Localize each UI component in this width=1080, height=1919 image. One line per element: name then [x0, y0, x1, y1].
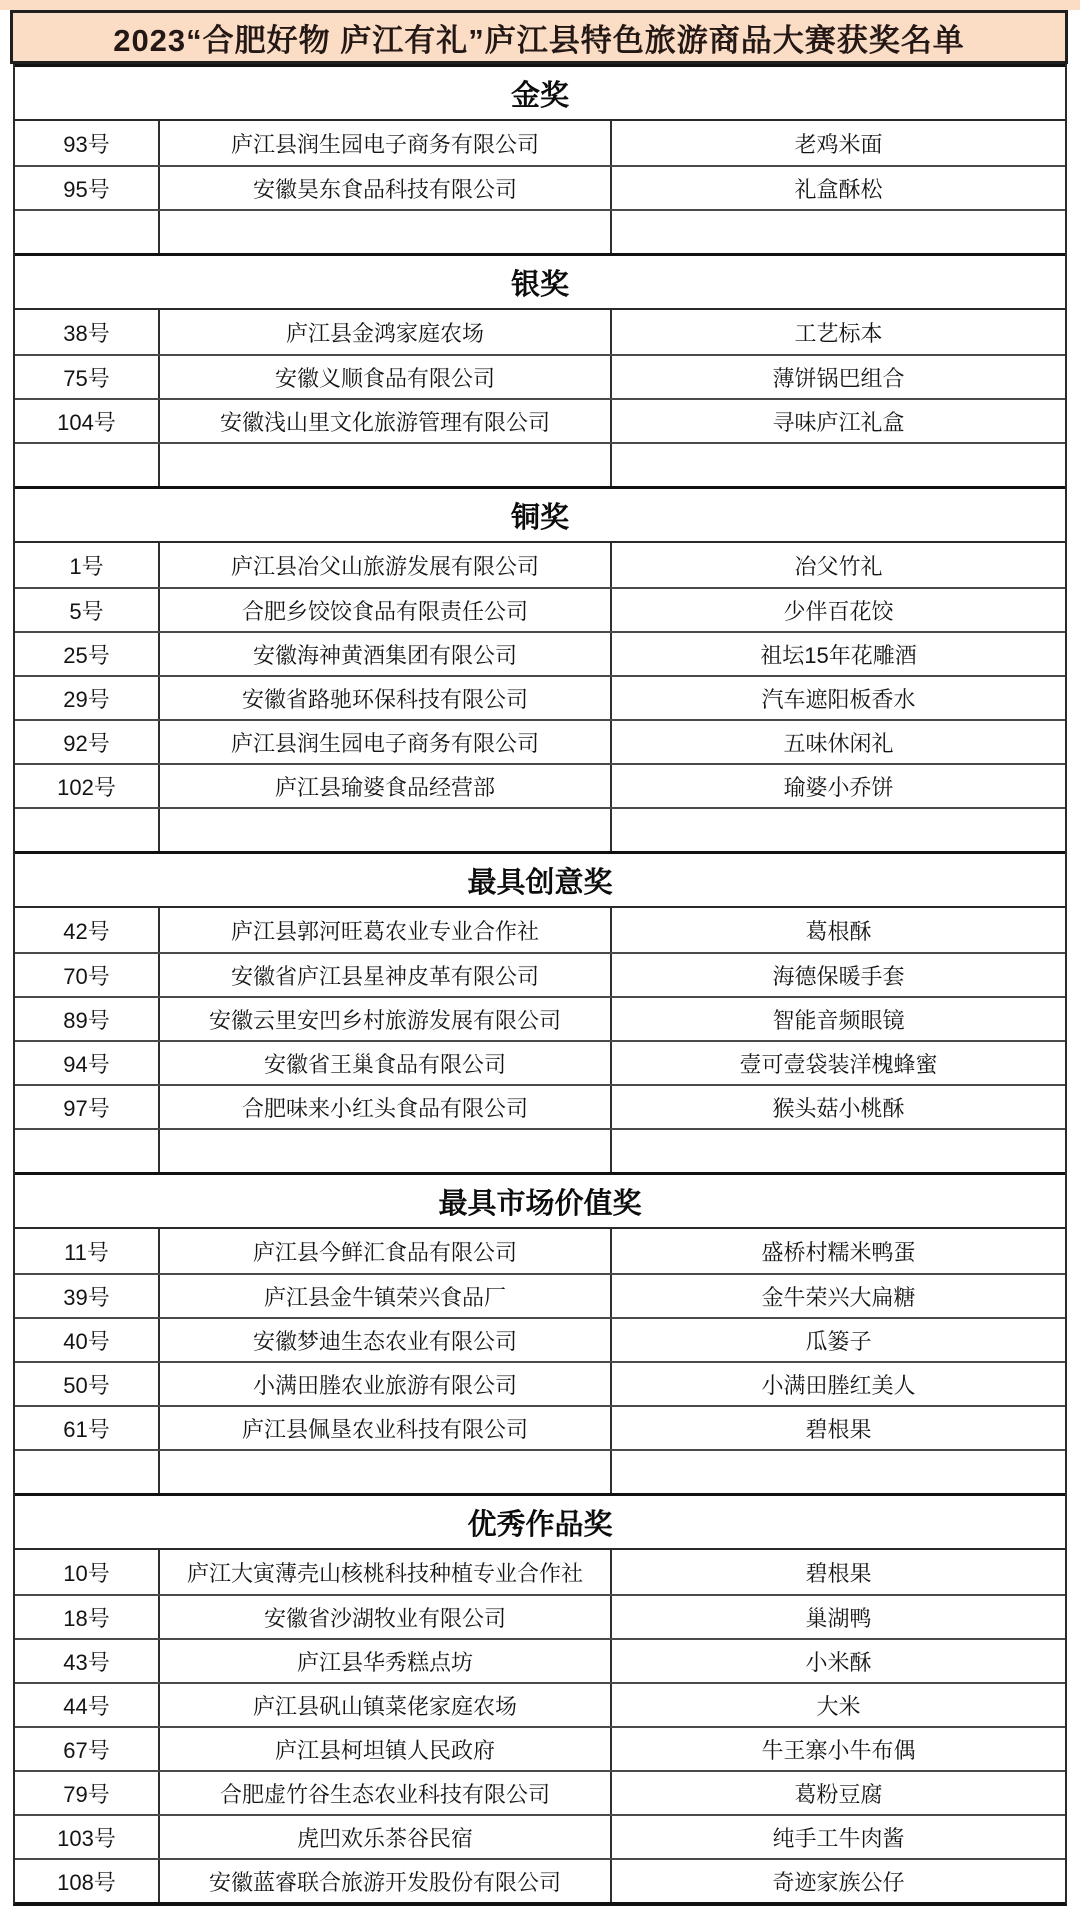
table-row [15, 1814, 1065, 1858]
table-row [15, 1726, 1065, 1770]
table-row [15, 543, 1065, 587]
cell-product-name: 瑜婆小乔饼 [610, 765, 1065, 807]
cell-entry-number: 103号 [57, 1825, 116, 1851]
cell-product-name: 汽车遮阳板香水 [610, 677, 1065, 719]
award-section-header: 银奖 [15, 253, 1065, 310]
table-row [15, 121, 1065, 165]
table-row [15, 952, 1065, 996]
cell-company-name: 庐江县华秀糕点坊 [158, 1640, 610, 1682]
cell-product-name: 碧根果 [610, 1407, 1065, 1449]
award-section-header: 最具创意奖 [15, 851, 1065, 908]
cell-product-name: 少伴百花饺 [610, 589, 1065, 631]
cell-company-name [158, 809, 610, 851]
cell-product-name: 巢湖鸭 [610, 1596, 1065, 1638]
cell-company-name: 安徽省王巢食品有限公司 [158, 1042, 610, 1084]
cell-product-name: 薄饼锅巴组合 [610, 356, 1065, 398]
cell-entry-number: 40号 [63, 1328, 110, 1354]
table-row [15, 310, 1065, 354]
table-row [15, 1361, 1065, 1405]
cell-entry-number: 104号 [57, 409, 116, 435]
cell-company-name: 庐江县郭河旺葛农业专业合作社 [158, 908, 610, 952]
cell-entry-number: 44号 [63, 1693, 110, 1719]
cell-product-name: 壹可壹袋装洋槐蜂蜜 [610, 1042, 1065, 1084]
cell-company-name: 庐江县金鸿家庭农场 [158, 310, 610, 354]
cell-company-name: 庐江大寅薄壳山核桃科技种植专业合作社 [158, 1550, 610, 1594]
award-section-header: 铜奖 [15, 486, 1065, 543]
cell-product-name: 瓜篓子 [610, 1319, 1065, 1361]
cell-product-name: 老鸡米面 [610, 121, 1065, 165]
cell-company-name: 庐江县佩垦农业科技有限公司 [158, 1407, 610, 1449]
cell-company-name: 安徽蓝睿联合旅游开发股份有限公司 [158, 1860, 610, 1902]
cell-company-name [158, 211, 610, 253]
cell-entry-number: 75号 [63, 365, 110, 391]
cell-product-name: 寻味庐江礼盒 [610, 400, 1065, 442]
table-row [15, 165, 1065, 209]
cell-entry-number: 10号 [63, 1560, 110, 1586]
awards-table [13, 64, 1067, 1906]
cell-product-name: 智能音频眼镜 [610, 998, 1065, 1040]
table-row [15, 1084, 1065, 1128]
table-row [15, 1405, 1065, 1449]
table-row [15, 996, 1065, 1040]
cell-product-name: 冶父竹礼 [610, 543, 1065, 587]
cell-company-name: 安徽省沙湖牧业有限公司 [158, 1596, 610, 1638]
cell-product-name: 葛粉豆腐 [610, 1772, 1065, 1814]
empty-row [15, 807, 1065, 851]
award-section-header: 优秀作品奖 [15, 1493, 1065, 1550]
cell-entry-number: 18号 [63, 1605, 110, 1631]
cell-product-name: 工艺标本 [610, 310, 1065, 354]
cell-company-name [158, 1451, 610, 1493]
cell-entry-number: 25号 [63, 642, 110, 668]
table-row [15, 763, 1065, 807]
empty-row [15, 442, 1065, 486]
cell-entry-number: 89号 [63, 1007, 110, 1033]
cell-entry-number: 92号 [63, 730, 110, 756]
cell-product-name [610, 211, 1065, 253]
cell-company-name: 庐江县今鲜汇食品有限公司 [158, 1229, 610, 1273]
table-row [15, 587, 1065, 631]
cell-company-name: 安徽海神黄酒集团有限公司 [158, 633, 610, 675]
cell-company-name: 安徽昊东食品科技有限公司 [158, 167, 610, 209]
table-row [15, 675, 1065, 719]
cell-company-name: 安徽云里安凹乡村旅游发展有限公司 [158, 998, 610, 1040]
award-section-header: 金奖 [15, 64, 1065, 121]
cell-product-name: 碧根果 [610, 1550, 1065, 1594]
table-row [15, 354, 1065, 398]
cell-product-name: 金牛荣兴大扁糖 [610, 1275, 1065, 1317]
cell-company-name: 安徽梦迪生态农业有限公司 [158, 1319, 610, 1361]
cell-entry-number: 38号 [63, 320, 110, 346]
cell-product-name: 五味休闲礼 [610, 721, 1065, 763]
cell-product-name: 大米 [610, 1684, 1065, 1726]
cell-company-name: 庐江县金牛镇荣兴食品厂 [158, 1275, 610, 1317]
cell-entry-number: 39号 [63, 1284, 110, 1310]
table-row [15, 1594, 1065, 1638]
cell-entry-number: 97号 [63, 1095, 110, 1121]
cell-entry-number: 94号 [63, 1051, 110, 1077]
cell-product-name [610, 1451, 1065, 1493]
cell-company-name [158, 1130, 610, 1172]
cell-entry-number: 108号 [57, 1869, 116, 1895]
table-row [15, 1858, 1065, 1902]
empty-row [15, 1128, 1065, 1172]
cell-entry-number [15, 444, 158, 486]
cell-entry-number: 70号 [63, 963, 110, 989]
table-row [15, 1229, 1065, 1273]
table-row [15, 1682, 1065, 1726]
cell-product-name: 小满田塍红美人 [610, 1363, 1065, 1405]
cell-company-name: 合肥乡饺饺食品有限责任公司 [158, 589, 610, 631]
cell-company-name: 庐江县矾山镇菜佬家庭农场 [158, 1684, 610, 1726]
cell-company-name: 安徽浅山里文化旅游管理有限公司 [158, 400, 610, 442]
cell-company-name: 庐江县柯坦镇人民政府 [158, 1728, 610, 1770]
award-section-header: 最具市场价值奖 [15, 1172, 1065, 1229]
cell-company-name: 庐江县润生园电子商务有限公司 [158, 121, 610, 165]
table-row [15, 631, 1065, 675]
page-title: 2023“合肥好物 庐江有礼”庐江县特色旅游商品大赛获奖名单 [10, 10, 1068, 64]
cell-product-name [610, 809, 1065, 851]
table-row [15, 719, 1065, 763]
cell-entry-number: 5号 [69, 598, 104, 624]
cell-entry-number: 29号 [63, 686, 110, 712]
table-row [15, 1317, 1065, 1361]
cell-entry-number: 93号 [63, 131, 110, 157]
cell-company-name: 合肥虚竹谷生态农业科技有限公司 [158, 1772, 610, 1814]
cell-product-name [610, 1130, 1065, 1172]
cell-entry-number: 102号 [57, 774, 116, 800]
cell-entry-number: 95号 [63, 176, 110, 202]
cell-product-name: 牛王寨小牛布偶 [610, 1728, 1065, 1770]
cell-entry-number: 42号 [63, 918, 110, 944]
cell-company-name: 合肥味来小红头食品有限公司 [158, 1086, 610, 1128]
table-row [15, 1638, 1065, 1682]
table-row [15, 398, 1065, 442]
cell-company-name: 安徽省路驰环保科技有限公司 [158, 677, 610, 719]
cell-company-name [158, 444, 610, 486]
cell-product-name: 葛根酥 [610, 908, 1065, 952]
cell-company-name: 虎凹欢乐茶谷民宿 [158, 1816, 610, 1858]
cell-entry-number: 79号 [63, 1781, 110, 1807]
cell-company-name: 小满田塍农业旅游有限公司 [158, 1363, 610, 1405]
cell-entry-number [15, 1130, 158, 1172]
cell-product-name: 礼盒酥松 [610, 167, 1065, 209]
cell-entry-number: 43号 [63, 1649, 110, 1675]
cell-company-name: 安徽义顺食品有限公司 [158, 356, 610, 398]
cell-company-name: 安徽省庐江县星神皮革有限公司 [158, 954, 610, 996]
cell-company-name: 庐江县润生园电子商务有限公司 [158, 721, 610, 763]
table-row [15, 1040, 1065, 1084]
cell-product-name: 奇迹家族公仔 [610, 1860, 1065, 1902]
cell-entry-number [15, 211, 158, 253]
cell-company-name: 庐江县瑜婆食品经营部 [158, 765, 610, 807]
empty-row [15, 209, 1065, 253]
empty-row [15, 1449, 1065, 1493]
cell-entry-number: 11号 [64, 1239, 109, 1265]
cell-product-name: 小米酥 [610, 1640, 1065, 1682]
table-row [15, 1273, 1065, 1317]
cell-company-name: 庐江县冶父山旅游发展有限公司 [158, 543, 610, 587]
cell-entry-number: 67号 [63, 1737, 110, 1763]
cell-entry-number: 1号 [69, 553, 104, 579]
cell-entry-number: 50号 [63, 1372, 110, 1398]
cell-product-name: 纯手工牛肉酱 [610, 1816, 1065, 1858]
cell-product-name: 盛桥村糯米鸭蛋 [610, 1229, 1065, 1273]
cell-entry-number: 61号 [63, 1416, 110, 1442]
top-strip [0, 0, 1080, 10]
table-row [15, 908, 1065, 952]
cell-entry-number [15, 809, 158, 851]
cell-product-name: 海德保暖手套 [610, 954, 1065, 996]
table-row [15, 1770, 1065, 1814]
cell-product-name [610, 444, 1065, 486]
cell-product-name: 祖坛15年花雕酒 [610, 633, 1065, 675]
table-row [15, 1550, 1065, 1594]
cell-product-name: 猴头菇小桃酥 [610, 1086, 1065, 1128]
cell-entry-number [15, 1451, 158, 1493]
